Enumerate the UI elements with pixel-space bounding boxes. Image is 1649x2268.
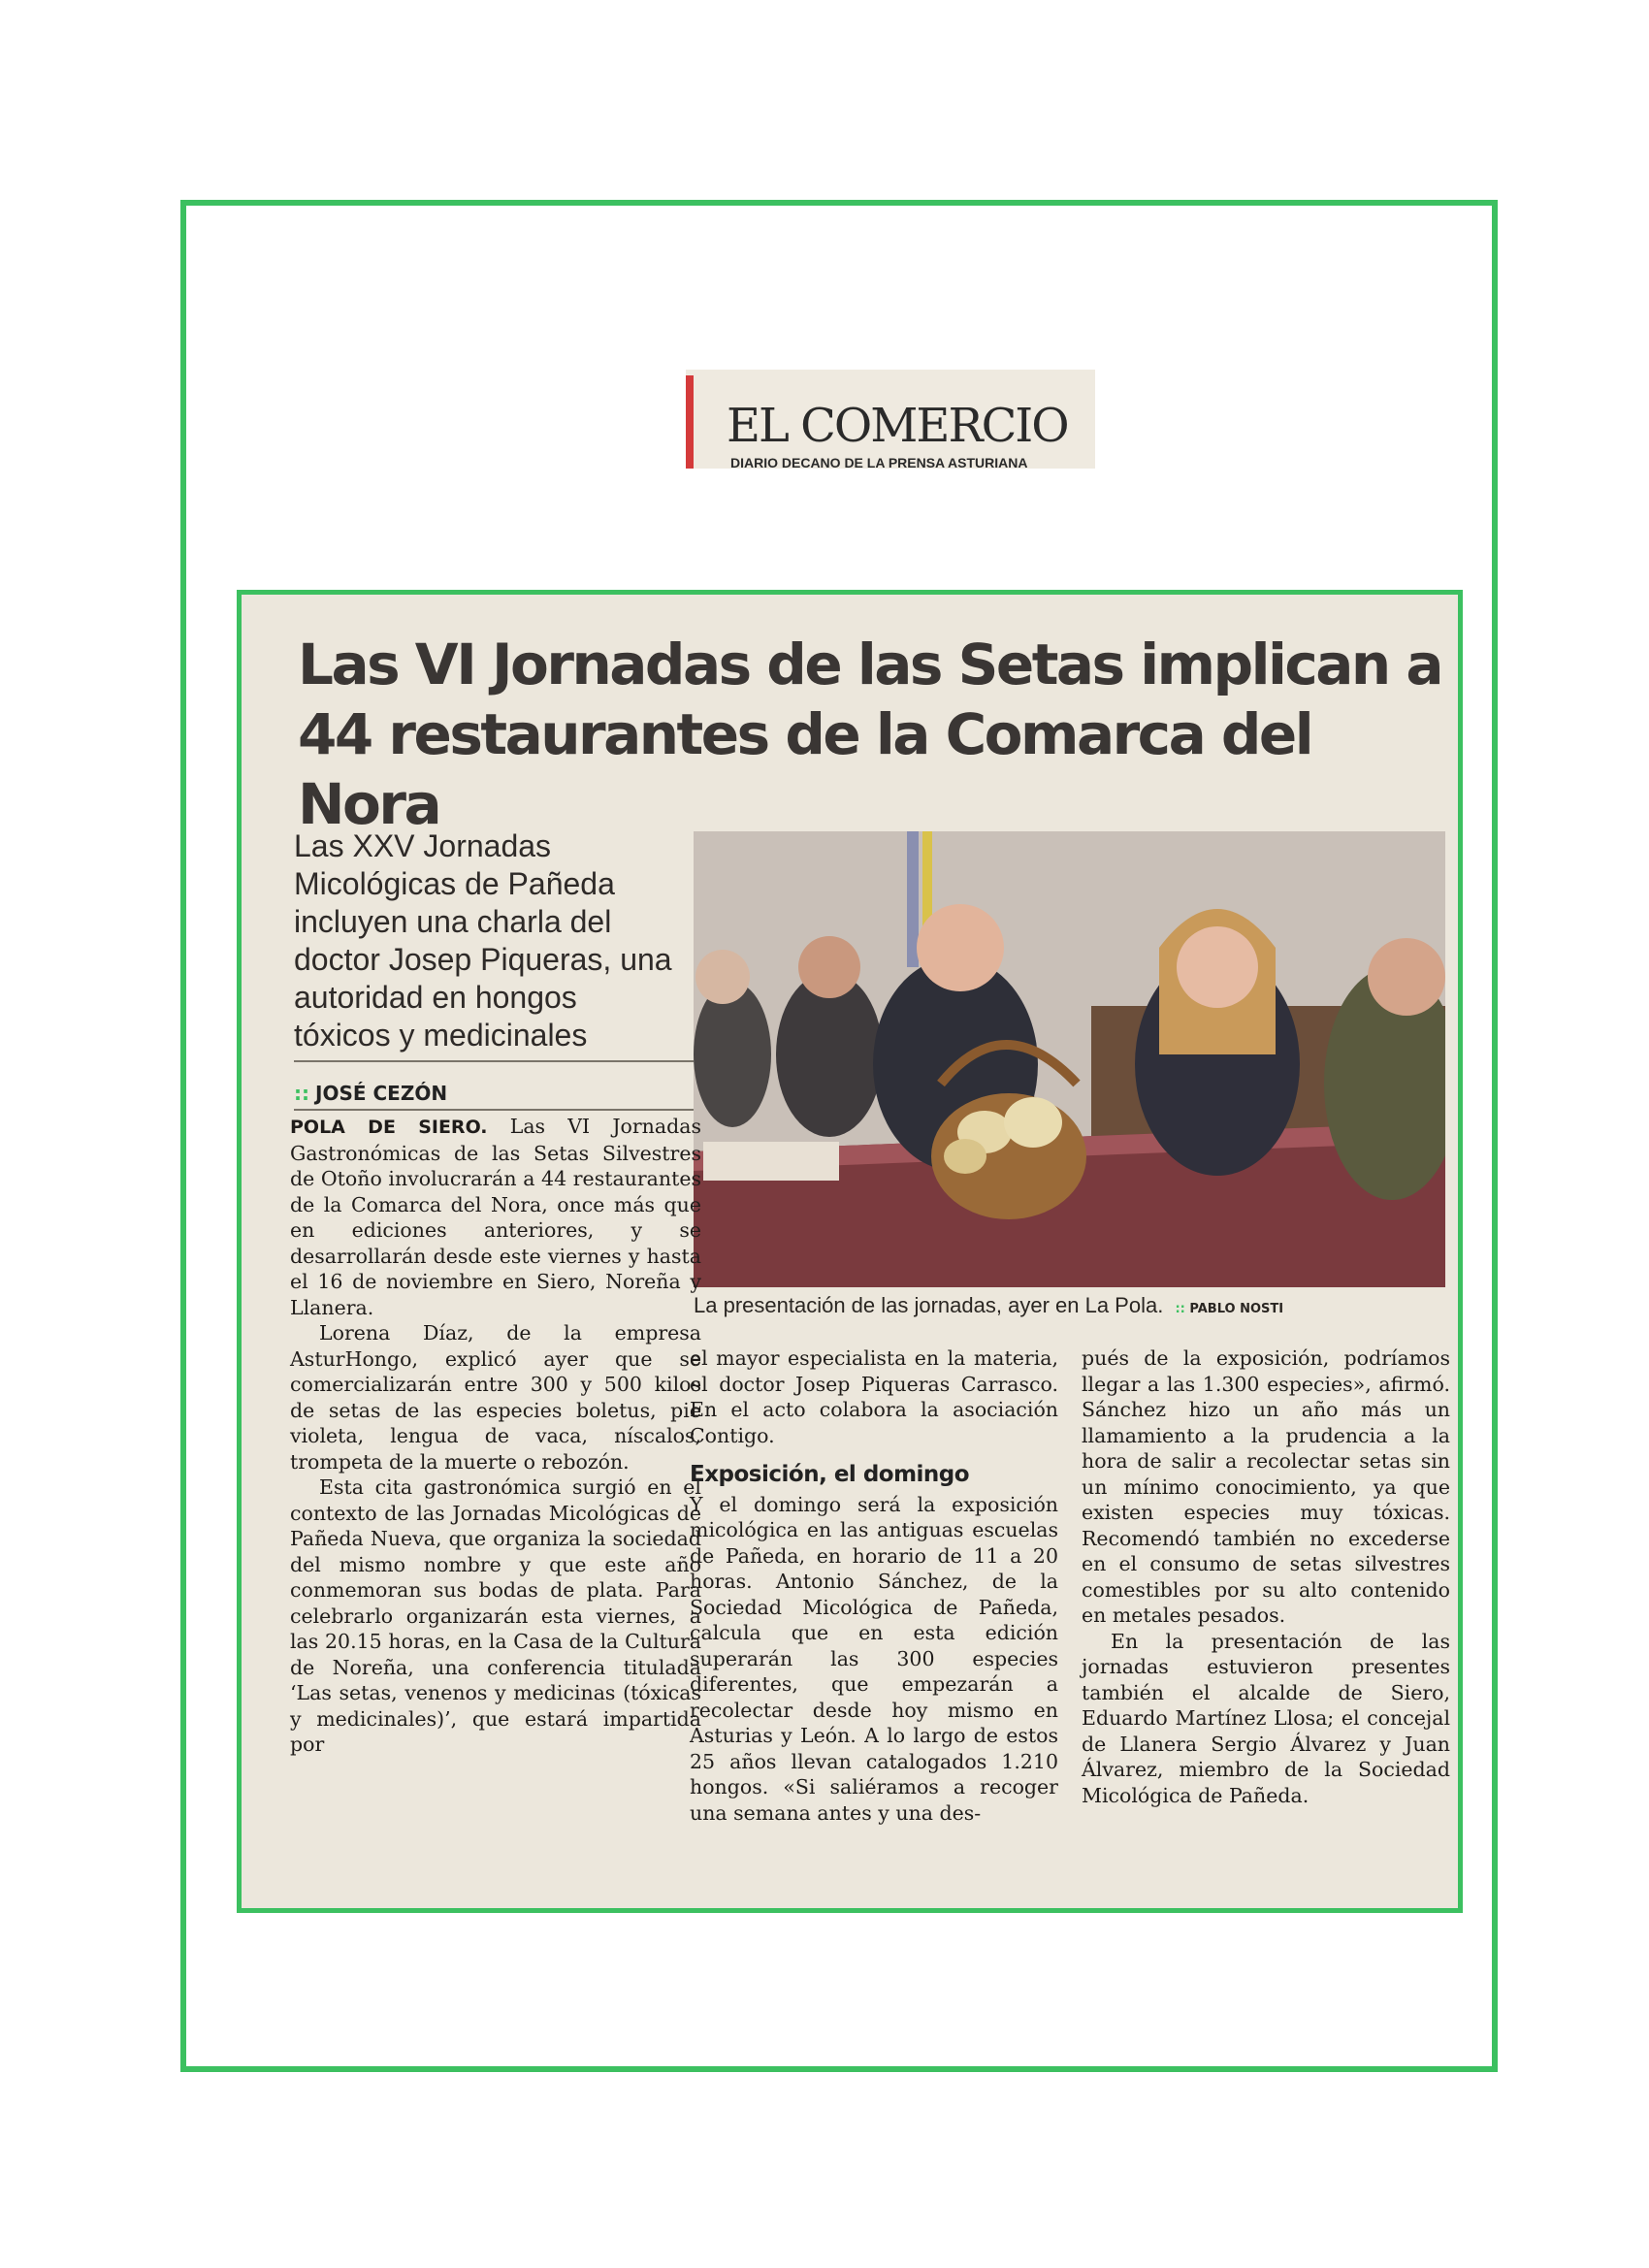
article-column-2	[690, 1345, 1058, 1826]
masthead-title: EL COMERCIO	[727, 399, 1068, 453]
article-headline: Las VI Jornadas de las Setas implican a 44 restaurantes de la Comarca del Nora	[298, 632, 1442, 837]
credit-marker: ::	[1175, 1302, 1185, 1316]
article-column-1	[290, 1114, 701, 1758]
masthead-accent-bar	[686, 375, 694, 469]
article-paragraph: Lorena Díaz, de la empresa AsturHongo, explicó ayer que se comercializarán entre 300 y 500 kilos de setas de las especies boletus, pie violeta, lengua de vaca, níscalos, trompeta de la muerte o rebozón.	[290, 1321, 701, 1474]
article-paragraph: En la presentación de las jornadas estuvieron presentes también el alcalde de Siero, Eduardo Martínez Llosa; el concejal de Llanera Sergio Álvarez y Juan Álvarez, miembro de la Sociedad Micológica de Pañeda.	[1082, 1629, 1450, 1807]
byline-divider	[294, 1109, 701, 1111]
article-subheadline: Las XXV Jornadas Micológicas de Pañeda incluyen una charla del doctor Josep Piqueras, una autoridad en hongos tóxicos y medicinales	[294, 828, 672, 1053]
photo-caption-text: La presentación de las jornadas, ayer en La Pola.	[694, 1293, 1164, 1317]
article-paragraph: Y el domingo será la exposición micológica en las antiguas escuelas de Pañeda, en horario de 11 a 20 horas. Antonio Sánchez, de la Sociedad Micológica de Pañeda, calcula que en esta edición superarán las 300 especies diferentes, que empezarán a recolectar desde hoy mismo en Asturias y León. A lo largo de estos 25 años llevan catalogados 1.210 hongos. «Si saliéramos a recoger una semana antes y una des-	[690, 1492, 1058, 1825]
newspaper-clipping	[237, 590, 1463, 1913]
photo-illustration	[694, 831, 1445, 1287]
article-photo	[694, 831, 1445, 1287]
section-heading: Exposición, el domingo	[690, 1462, 970, 1487]
article-paragraph: pués de la exposición, podríamos llegar a las 1.300 especies», afirmó. Sánchez hizo un año más un llamamiento a la prudencia a la hora de salir a recolectar setas sin un mínimo conocimiento, ya que existen especies muy tóxicas. Recomendó también no excederse en el consumo de setas silvestres comestibles por su alto contenido en metales pesados.	[1082, 1346, 1450, 1627]
byline-marker: ::	[294, 1082, 309, 1105]
photo-credit	[1175, 1302, 1283, 1316]
byline	[294, 1082, 447, 1105]
photo-credit-name: PABLO NOSTI	[1189, 1302, 1284, 1316]
article-paragraph: Esta cita gastronómica surgió en el contexto de las Jornadas Micológicas de Pañeda Nueva, que organiza la sociedad del mismo nombre y que este año conmemoran sus bodas de plata. Para celebrarlo organizarán esta viernes, a las 20.15 horas, en la Casa de la Cultura de Noreña, una conferencia titulada ‘Las setas, venenos y medicinas (tóxicas y medicinales)’, que estará impartida por	[290, 1475, 701, 1756]
masthead-subtitle: DIARIO DECANO DE LA PRENSA ASTURIANA	[730, 455, 1028, 469]
article-paragraph	[290, 1114, 701, 1320]
masthead	[686, 370, 1095, 469]
byline-author: JOSÉ CEZÓN	[315, 1082, 448, 1105]
subhead-divider	[294, 1060, 701, 1062]
paragraph-text: Las VI Jornadas Gastronómicas de las Setas Silvestres de Otoño involucrarán a 44 restaurantes de la Comarca del Nora, once más que en ediciones anteriores, y se desarrollarán desde este viernes y hasta el 16 de noviembre en Siero, Noreña y Llanera.	[290, 1115, 701, 1319]
photo-caption	[694, 1293, 1463, 1318]
article-column-3	[1082, 1345, 1450, 1808]
article-paragraph: el mayor especialista en la materia, el doctor Josep Piqueras Carrasco. En el acto colabora la asociación Contigo.	[690, 1346, 1058, 1447]
dateline: POLA DE SIERO.	[290, 1117, 488, 1138]
